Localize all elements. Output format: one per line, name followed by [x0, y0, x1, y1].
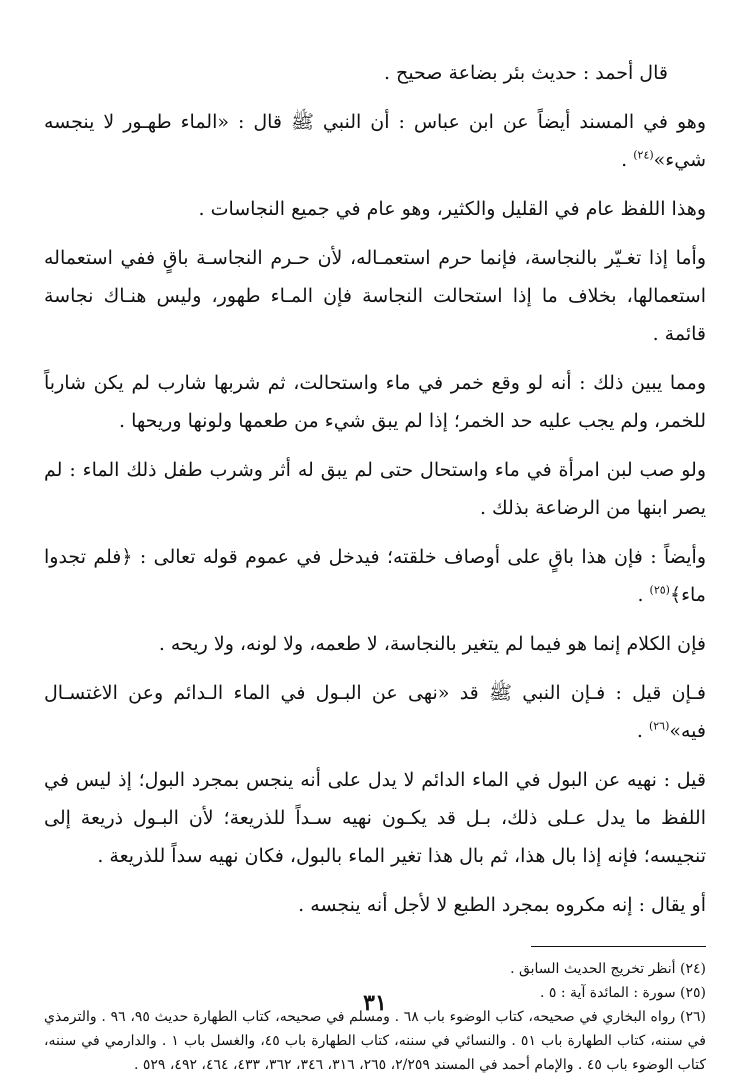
footnote-ref: (٢٤) [633, 148, 654, 162]
paragraph: وهذا اللفظ عام في القليل والكثير، وهو عام في جميع النجاسات . [198, 198, 706, 220]
page-number: ٣١ [363, 990, 387, 1016]
paragraph: قيل : نهيه عن البول في الماء الدائم لا يدل على أنه ينجس بمجرد البول؛ إذ ليس في اللفظ ما يدل عـلى ذلك، بـل قد يكـون نهيه سـداً للذريعة؛ لأن البـول ذريعة إلى تنجيسه؛ فإنه إذا بال هذا، ثم بال هذا تغير الماء بالبول، فكان نهيه سداً للذريعة . [44, 769, 706, 867]
paragraph: قال أحمد : حديث بئر بضاعة صحيح . [383, 62, 668, 84]
footnote-separator [531, 946, 706, 947]
paragraph: ومما يبين ذلك : أنه لو وقع خمر في ماء واستحالت، ثم شربها شارب لم يكن شارباً للخمر، ولم يجب عليه حد الخمر؛ إذا لم يبق شيء من طعمها ولونها وريحها . [44, 372, 706, 432]
main-text [44, 54, 706, 924]
paragraph: فإن الكلام إنما هو فيما لم يتغير بالنجاسة، لا طعمه، ولا لونه، ولا ريحه . [158, 633, 706, 655]
footnote: (٢٦) رواه البخاري في صحيحه، كتاب الوضوء باب ٦٨ . ومسلم في صحيحه، كتاب الطهارة حديث ٩٥، ٩٦ . والترمذي في سننه، كتاب الطهارة باب ٥١ . والنسائي في سننه، كتاب الطهارة باب ٤٥، والغسل باب ١ . والدارمي في سننه، كتاب الوضوء باب ٤٥ . والإمام أحمد في المسند ٢/٢٥٩، ٢٦٥، ٣١٦، ٣٤٦، ٣٦٢، ٤٣٣، ٤٦٤، ٤٩٢، ٥٢٩ . [44, 1009, 706, 1073]
footnote: (٢٥) سورة : المائدة آية : ٥ . [540, 985, 706, 1001]
paragraph: فـإن قيل : فـإن النبي ﷺ قد «نهى عن البـول في الماء الـدائم وعن الاغتسـال فيه»$^{(٢٦)}$ . [44, 682, 706, 742]
paragraph: ولو صب لبن امرأة في ماء واستحال حتى لم يبق له أثر وشرب طفل ذلك الماء : لم يصر ابنها من الرضاعة بذلك . [44, 459, 706, 519]
footnote-ref: (٢٦) [648, 719, 670, 733]
paragraph: وأيضاً : فإن هذا باقٍ على أوصاف خلقته؛ فيدخل في عموم قوله تعالى : ﴿فلم تجدوا ماء﴾$^{(٢٥)}$ . [44, 546, 706, 606]
footnote: (٢٤) أنظر تخريج الحديث السابق . [510, 961, 706, 977]
paragraph: وهو في المسند أيضاً عن ابن عباس : أن النبي ﷺ قال : «الماء طهـور لا ينجسه شيء»$^{(٢٤)}$ . [44, 111, 706, 171]
footnote-ref: (٢٥) [649, 583, 670, 597]
paragraph: أو يقال : إنه مكروه بمجرد الطبع لا لأجل أنه ينجسه . [298, 894, 706, 916]
footnotes [44, 957, 706, 1077]
paragraph: وأما إذا تغـيّر بالنجاسة، فإنما حرم استعمـاله، لأن حـرم النجاسـة باقٍ ففي استعماله استعمالها، بخلاف ما إذا استحالت النجاسة فإن المـاء طهور، وليس هنـاك نجاسة قائمة . [44, 247, 706, 345]
